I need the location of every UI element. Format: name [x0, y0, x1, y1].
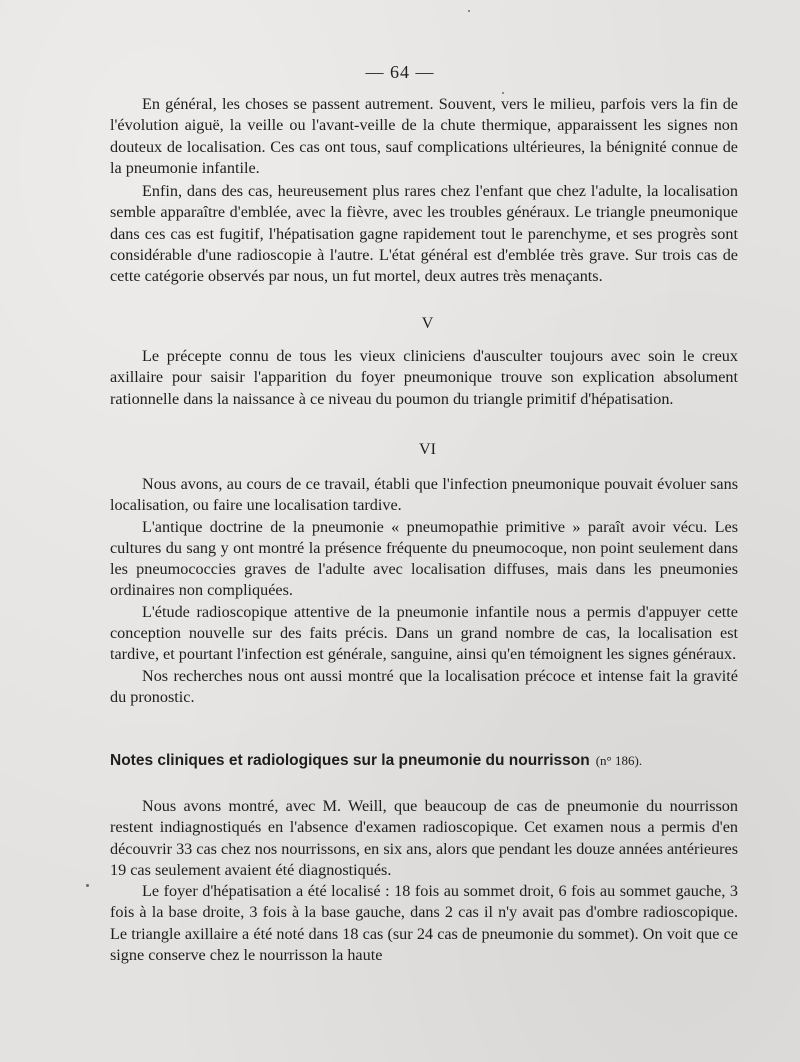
ink-speck [468, 10, 470, 12]
notes-title: Notes cliniques et radiologiques sur la pneumonie du nourrisson [110, 752, 590, 769]
section-vi-paragraph-4: Nos recherches nous ont aussi montré que la localisation précoce et intense fait la gravité du pronostic. [110, 666, 738, 706]
notes-reference: (n° 186). [595, 753, 643, 768]
section-heading-vi: VI [419, 441, 436, 458]
notes-text [110, 796, 738, 966]
page-number: — 64 — [365, 62, 435, 82]
intro-paragraph-1: En général, les choses se passent autrement. Souvent, vers le milieu, parfois vers la fin de l'évolution aiguë, la veille ou l'avant-veille de la chute thermique, apparaissent les signes non douteux de localisation. Ces cas ont tous, sauf complications ultérieures, la bénignité connue de la pneumonie infantile. [110, 95, 738, 177]
notes-heading [110, 752, 750, 770]
notes-paragraph-1: Nous avons montré, avec M. Weill, que beaucoup de cas de pneumonie du nourrisson restent indiagnostiqués en l'absence d'examen radioscopique. Cet examen nous a permis d'en découvrir 33 cas chez nos nourrissons, en six ans, alors que pendant les douze années antérieures 19 cas seulement avaient été diagnostiqués. [110, 797, 738, 879]
section-vi-paragraph-3: L'étude radioscopique attentive de la pneumonie infantile nous a permis d'appuyer cette conception nouvelle sur des faits précis. Dans un grand nombre de cas, la localisation est tardive, et pourtant l'infection est générale, sanguine, ainsi qu'en témoignent les signes généraux. [110, 602, 738, 664]
ink-speck [502, 92, 504, 94]
notes-paragraph-2: Le foyer d'hépatisation a été localisé : 18 fois au sommet droit, 6 fois au sommet gauche, 3 fois à la base droite, 3 fois à la base gauche, dans 2 cas il n'y avait pas d'ombre radioscopique. Le triangle axillaire a été noté dans 18 cas (sur 24 cas de pneumonie du sommet). On voit que ce signe conserve chez le nourrisson la haute [110, 882, 738, 965]
intro-paragraph-2: Enfin, dans des cas, heureusement plus rares chez l'enfant que chez l'adulte, la localisation semble apparaître d'emblée, avec la fièvre, avec les troubles généraux. Le triangle pneumonique dans ces cas est fugitif, l'hépatisation gagne rapidement tout le parenchyme, et ses progrès sont considérable d'une radioscopie à l'autre. L'état général est d'emblée très grave. Sur trois cas de cette catégorie observés par nous, un fut mortel, deux autres très menaçants. [110, 182, 738, 286]
intro-text [110, 94, 738, 288]
ink-speck [86, 884, 89, 887]
section-vi-paragraph-2: L'antique doctrine de la pneumonie « pneumopathie primitive » paraît avoir vécu. Les cultures du sang y ont montré la présence fréquente du pneumocoque, non point seulement dans les pneumococcies graves de l'adulte avec localisation diffuses, mais dans les pneumonies ordinaires non compliquées. [110, 517, 738, 600]
section-heading-v: V [421, 315, 434, 332]
section-v-text [110, 346, 738, 410]
section-vi-text [110, 474, 738, 708]
section-vi-paragraph-1: Nous avons, au cours de ce travail, établi que l'infection pneumonique pouvait évoluer sans localisation, ou faire une localisation tardive. [110, 475, 738, 515]
section-v-paragraph-1: Le précepte connu de tous les vieux cliniciens d'ausculter toujours avec soin le creux axillaire pour saisir l'apparition du foyer pneumonique trouve son explication absolument rationnelle dans la naissance à ce niveau du poumon du triangle primitif d'hépatisation. [110, 347, 738, 408]
